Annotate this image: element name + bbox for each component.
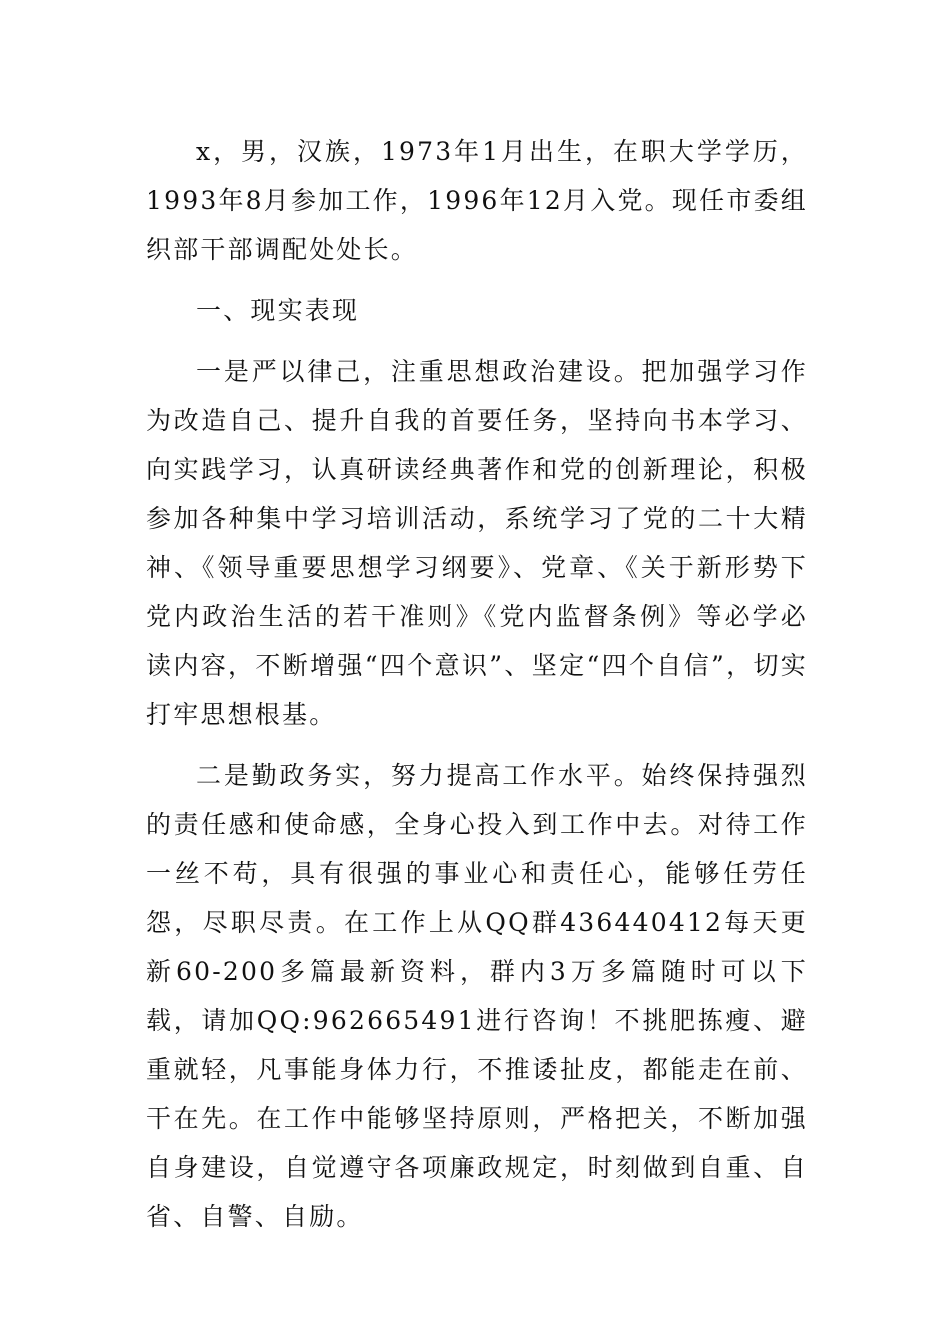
point-two-paragraph: 二是勤政务实，努力提高工作水平。始终保持强烈的责任感和使命感，全身心投入到工作中去。对待工作一丝不苟，具有很强的事业心和责任心，能够任劳任怨，尽职尽责。在工作上从QQ群436440412每天更新60-200多篇最新资料，群内3万多篇随时可以下载，请加QQ:962665491进行咨询！不挑肥拣瘦、避重就轻，凡事能身体力行，不推诿扯皮，都能走在前、干在先。在工作中能够坚持原则，严格把关，不断加强自身建设，自觉遵守各项廉政规定，时刻做到自重、自省、自警、自励。 [146, 761, 808, 1231]
intro-paragraph: x，男，汉族，1973年1月出生，在职大学学历，1993年8月参加工作，1996年12月入党。现任市委组织部干部调配处处长。 [146, 137, 808, 264]
point-one-paragraph: 一是严以律己，注重思想政治建设。把加强学习作为改造自己、提升自我的首要任务，坚持向书本学习、向实践学习，认真研读经典著作和党的创新理论，积极参加各种集中学习培训活动，系统学习了党的二十大精神、《领导重要思想学习纲要》、党章、《关于新形势下党内政治生活的若干准则》《党内监督条例》等必学必读内容，不断增强“四个意识”、坚定“四个自信”，切实打牢思想根基。 [146, 357, 808, 729]
document-body [146, 127, 808, 1241]
section-heading: 一、现实表现 [196, 296, 360, 325]
